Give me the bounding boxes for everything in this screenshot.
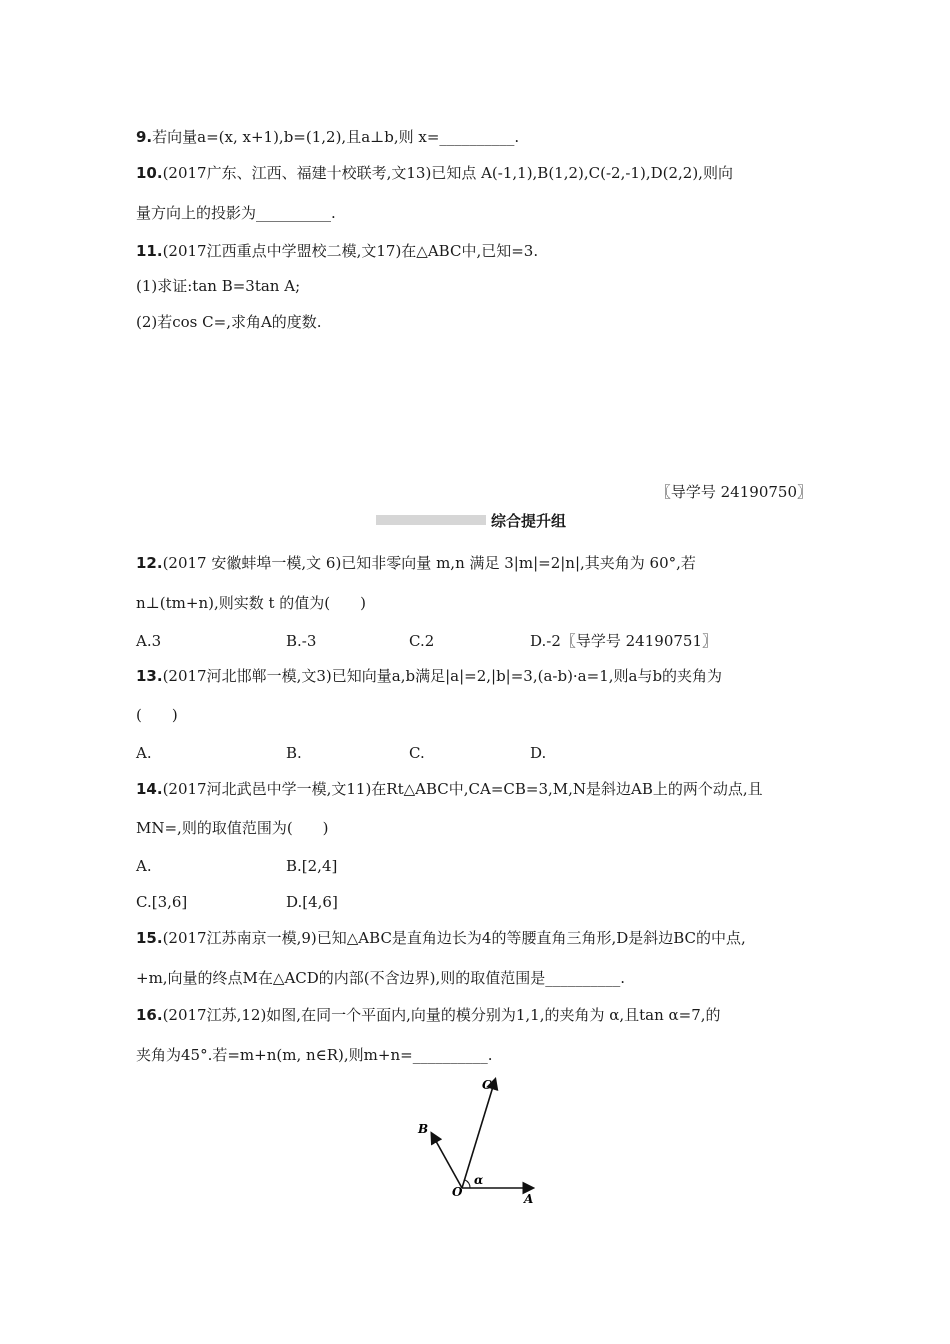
question-12 — [136, 553, 696, 573]
option-b: B.[2,4] — [286, 857, 338, 875]
question-text: (2017 安徽蚌埠一模,文 6)已知非零向量 m,n 满足 3|m|=2|n|,其夹角为 60°,若 — [162, 554, 696, 572]
question-14 — [136, 779, 763, 799]
question-number: 9. — [136, 128, 153, 146]
question-11-part-1: (1)求证:tan B=3tan A; — [136, 277, 301, 295]
option-c: C.2 — [409, 632, 435, 650]
option-c: C.[3,6] — [136, 893, 188, 911]
question-number: 13. — [136, 667, 163, 685]
option-a: A.3 — [136, 632, 162, 650]
section-bar — [376, 515, 486, 525]
question-number: 16. — [136, 1006, 163, 1024]
question-14-continued: MN=,则的取值范围为( ) — [136, 819, 329, 837]
vector-oc-line — [462, 1080, 495, 1188]
question-15-continued: +m,向量的终点M在△ACD的内部(不含边界),则的取值范围是__________. — [136, 969, 626, 987]
question-number: 12. — [136, 554, 163, 572]
label-b: B — [418, 1122, 429, 1136]
option-c: C. — [409, 744, 425, 762]
label-c: C — [482, 1078, 492, 1092]
section-title: 综合提升组 — [491, 512, 567, 530]
question-text: (2017江苏,12)如图,在同一个平面内,向量的模分别为1,1,的夹角为 α,且tan α=7,的 — [162, 1006, 721, 1024]
question-16-continued: 夹角为45°.若=m+n(m, n∈R),则m+n=__________. — [136, 1046, 493, 1064]
question-15 — [136, 928, 746, 948]
question-number: 15. — [136, 929, 163, 947]
question-text: (2017江西重点中学盟校二模,文17)在△ABC中,已知=3. — [162, 242, 539, 260]
question-text: 若向量a=(x, x+1),b=(1,2),且a⊥b,则 x=__________. — [152, 128, 520, 146]
question-text: (2017广东、江西、福建十校联考,文13)已知点 A(-1,1),B(1,2),C(-2,-1),D(2,2),则向 — [162, 164, 733, 182]
option-d: D. — [530, 744, 547, 762]
question-text: (2017河北邯郸一模,文3)已知向量a,b满足|a|=2,|b|=3,(a-b)·a=1,则a与b的夹角为 — [162, 667, 723, 685]
option-d: D.-2〖导学号 24190751〗 — [530, 632, 717, 650]
question-11 — [136, 241, 538, 261]
question-13-continued: ( ) — [136, 706, 178, 724]
question-number: 14. — [136, 780, 163, 798]
option-b: B.-3 — [286, 632, 317, 650]
option-a: A. — [136, 857, 152, 875]
question-10-continued: 量方向上的投影为__________. — [136, 204, 336, 222]
option-b: B. — [286, 744, 302, 762]
vector-ob-line — [432, 1134, 462, 1188]
angle-arc — [465, 1180, 470, 1188]
label-o: O — [452, 1185, 463, 1199]
question-11-part-2: (2)若cos C=,求角A的度数. — [136, 313, 322, 331]
question-10 — [136, 163, 733, 183]
option-a: A. — [136, 744, 152, 762]
option-d: D.[4,6] — [286, 893, 338, 911]
reference-number: 〖导学号 24190750〗 — [655, 483, 812, 501]
question-text: (2017河北武邑中学一模,文11)在Rt△ABC中,CA=CB=3,M,N是斜边AB上的两个动点,且 — [162, 780, 763, 798]
vector-figure — [400, 1070, 560, 1210]
question-16 — [136, 1005, 721, 1025]
question-number: 10. — [136, 164, 163, 182]
question-text: (2017江苏南京一模,9)已知△ABC是直角边长为4的等腰直角三角形,D是斜边BC的中点, — [162, 929, 746, 947]
label-a: A — [524, 1192, 534, 1206]
question-number: 11. — [136, 242, 163, 260]
question-13 — [136, 666, 722, 686]
label-alpha: α — [474, 1173, 484, 1187]
question-9 — [136, 127, 519, 147]
question-12-continued: n⊥(tm+n),则实数 t 的值为( ) — [136, 594, 366, 612]
